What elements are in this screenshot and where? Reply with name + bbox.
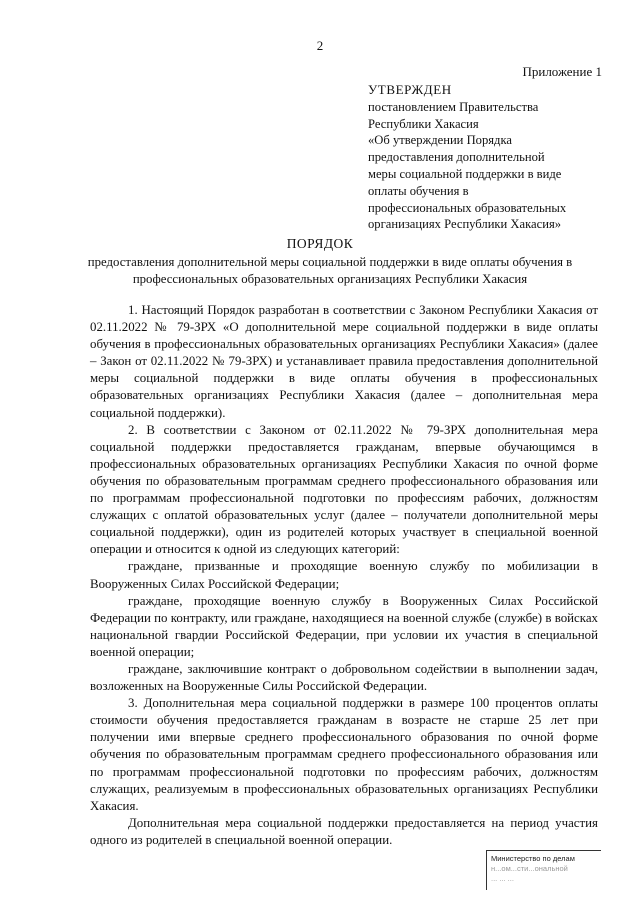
paragraph: Дополнительная мера социальной поддержки предоставляется на период участия одного из родителей в специальной военной операции. xyxy=(90,815,598,847)
approval-block xyxy=(368,82,603,233)
stamp-line: н...ом...сти...ональной xyxy=(491,864,568,873)
appendix-label: Приложение 1 xyxy=(522,64,602,79)
approval-line: профессиональных образовательных xyxy=(368,200,567,215)
document-subtitle: предоставления дополнительной меры социальной поддержки в виде оплаты обучения в профессиональных образовательных организациях Республики Хакасия xyxy=(87,255,573,286)
document-body xyxy=(90,302,598,849)
approval-line: предоставления дополнительной xyxy=(368,150,545,165)
paragraph: 2. В соответствии с Законом от 02.11.2022 № 79-ЗРХ дополнительная мера социальной поддержки предоставляется гражданам, впервые обучающимся в профессиональных образовательных организациях Республики Хакасия по очной форме обучения по образовательным программам среднего профессионального образования или по программам профессиональной подготовки по профессиям рабочих, должностям служащих с оплатой образовательных услуг (далее – получатели дополнительной меры социальной поддержки), один из родителей которых участвует в специальной военной операции и относится к одной из следующих категорий: xyxy=(90,422,598,557)
approval-line: «Об утверждении Порядка xyxy=(368,133,512,148)
page-number: 2 xyxy=(316,38,324,53)
approval-line: организациях Республики Хакасия» xyxy=(368,217,562,232)
approval-line: Республики Хакасия xyxy=(368,116,479,131)
approval-line: постановлением Правительства xyxy=(368,99,539,114)
paragraph: граждане, заключившие контракт о добровольном содействии в выполнении задач, возложенных на Вооруженные Силы Российской Федерации. xyxy=(90,661,598,694)
paragraph: граждане, призванные и проходящие военную службу по мобилизации в Вооруженных Силах Российской Федерации; xyxy=(90,559,598,591)
registration-stamp xyxy=(486,850,601,890)
document-title: ПОРЯДОК xyxy=(286,236,354,251)
paragraph: 3. Дополнительная мера социальной поддержки в размере 100 процентов оплаты стоимости обучения предоставляется гражданам в возрасте не старше 25 лет при получении ими впервые среднего профессионального образования по очной форме обучения по образовательным программам среднего профессионального образования или по программам профессиональной подготовки по профессиям рабочих, должностям служащих, реализуемым в профессиональных образовательных организациях Республики Хакасия. xyxy=(90,696,598,813)
stamp-line: ... ... ... xyxy=(491,874,514,883)
approval-line: оплаты обучения в xyxy=(368,183,469,198)
approval-line: меры социальной поддержки в виде xyxy=(368,166,562,181)
approval-title: УТВЕРЖДЕН xyxy=(368,82,452,97)
stamp-line: Министерство по делам xyxy=(491,854,575,863)
paragraph: граждане, проходящие военную службу в Вооруженных Силах Российской Федерации по контракту, или граждане, находящиеся на военной службе (службе) в войсках национальной гвардии Российской Федерации, при условии их участия в специальной военной операции; xyxy=(90,593,598,659)
paragraph: 1. Настоящий Порядок разработан в соответствии с Законом Республики Хакасия от 02.11.2022 № 79-ЗРХ «О дополнительной мере социальной поддержки в виде оплаты обучения в профессиональных образовательных организациях Республики Хакасия» (далее – Закон от 02.11.2022 № 79-ЗРХ) и устанавливает правила предоставления дополнительной меры социальной поддержки в виде оплаты обучения в профессиональных образовательных организациях Республики Хакасия (далее – дополнительная мера социальной поддержки). xyxy=(90,303,598,420)
